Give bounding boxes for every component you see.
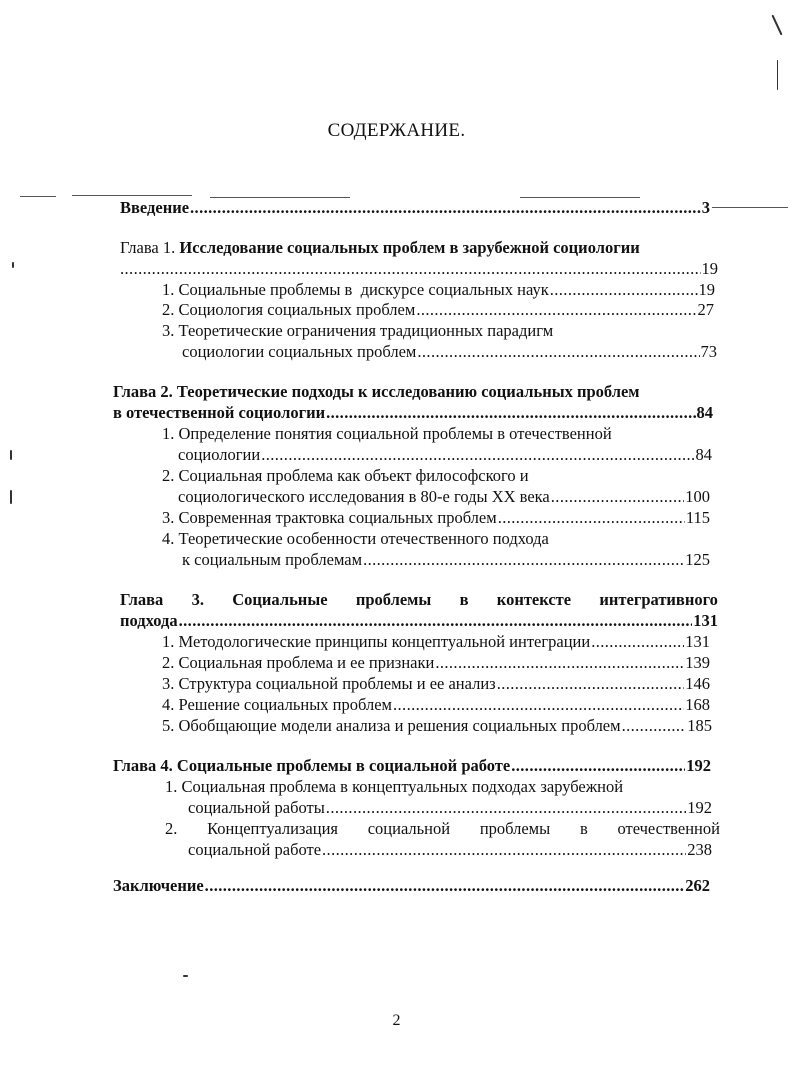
scan-artifact-speck	[12, 262, 14, 268]
toc-entry-page: 73	[700, 342, 717, 361]
toc-entry-page: 168	[685, 695, 710, 714]
toc-entry-page: 146	[685, 674, 710, 693]
dot-leader	[591, 632, 684, 652]
toc-entry-1-3-line1: 3. Теоретические ограничения традиционных парадигм	[162, 321, 554, 340]
chapter-title: Исследование социальных проблем в зарубежной социологии	[179, 238, 640, 257]
toc-entry-4-1-line2	[188, 798, 712, 819]
scan-artifact-rule	[72, 195, 192, 196]
dot-leader	[261, 445, 694, 465]
scan-artifact-speck	[183, 975, 188, 977]
dot-leader	[416, 300, 696, 320]
toc-chapter-2-heading: Глава 2. Теоретические подходы к исследованию социальных проблем	[113, 382, 640, 401]
toc-entry-page: 100	[685, 487, 710, 506]
chapter-title-line2: в отечественной социологии	[113, 403, 326, 422]
toc-entry-page: 192	[687, 798, 712, 817]
dot-leader	[326, 403, 695, 423]
toc-entry-label: 4. Решение социальных проблем	[162, 695, 392, 714]
toc-entry-page: 115	[685, 508, 710, 527]
toc-entry-2-1-line1: 1. Определение понятия социальной проблемы в отечественной	[162, 424, 612, 443]
toc-entry-2-4-line2	[182, 550, 710, 571]
toc-entry-page: 84	[696, 403, 713, 422]
entry-word: отечественной	[617, 819, 720, 838]
toc-entry-1-1	[162, 280, 715, 301]
toc-entry-3-5	[162, 716, 712, 737]
entry-word: Концептуализация	[207, 819, 338, 838]
toc-entry-page: 19	[701, 259, 718, 278]
toc-chapter-3-page-line	[120, 611, 718, 632]
toc-entry-label: Введение	[120, 198, 190, 217]
dot-leader	[205, 876, 685, 896]
toc-entry-page: 131	[693, 611, 718, 630]
toc-entry-3-1	[162, 632, 710, 653]
entry-word: 2.	[165, 819, 178, 838]
chapter-title-line2: подхода	[120, 611, 178, 630]
toc-entry-4-2-line1	[165, 819, 720, 840]
toc-entry-label: социологии	[178, 445, 261, 464]
title-word: проблемы	[355, 590, 432, 609]
toc-entry-label: 3. Структура социальной проблемы и ее анализ	[162, 674, 496, 693]
scan-artifact-speck	[10, 490, 12, 504]
toc-entry-conclusion	[113, 876, 710, 897]
toc-entry-label: 1. Социальные проблемы в дискурсе социальных наук	[162, 280, 549, 299]
toc-entry-3-2	[162, 653, 710, 674]
toc-entry-2-2-line2	[178, 487, 710, 508]
toc-entry-label: социологии социальных проблем	[182, 342, 417, 361]
dot-leader	[120, 259, 701, 279]
toc-entry-label: социальной работы	[188, 798, 325, 817]
toc-chapter-1-page-line	[120, 259, 718, 280]
entry-word: проблемы	[479, 819, 551, 838]
entry-word: в	[579, 819, 588, 838]
title-word: 3.	[191, 590, 204, 609]
toc-entry-page: 3	[701, 198, 710, 217]
toc-entry-3-3	[162, 674, 710, 695]
toc-entry-introduction	[120, 198, 710, 219]
toc-entry-2-2-line1: 2. Социальная проблема как объект философского и	[162, 466, 529, 485]
toc-entry-label: социологического исследования в 80-е годы XX века	[178, 487, 550, 506]
toc-entry-1-2	[162, 300, 714, 321]
toc-entry-4-2-line2	[188, 840, 712, 861]
toc-entry-page: 238	[687, 840, 712, 859]
dot-leader	[511, 756, 685, 776]
toc-entry-label: 1. Методологические принципы концептуальной интеграции	[162, 632, 591, 651]
toc-entry-label: 2. Социальная проблема и ее признаки	[162, 653, 435, 672]
dot-leader	[179, 611, 693, 631]
toc-entry-4-1-line1: 1. Социальная проблема в концептуальных подходах зарубежной	[165, 777, 624, 796]
dot-leader	[435, 653, 684, 673]
scan-artifact-speck	[771, 15, 782, 36]
dot-leader	[551, 487, 684, 507]
dot-leader	[326, 798, 686, 818]
dot-leader	[498, 508, 685, 528]
toc-entry-label: Заключение	[113, 876, 204, 895]
toc-entry-label: 5. Обобщающие модели анализа и решения социальных проблем	[162, 716, 621, 735]
title-word: Глава	[120, 590, 164, 609]
toc-entry-label: 2. Социология социальных проблем	[162, 300, 416, 319]
scan-artifact-speck	[10, 450, 12, 460]
toc-entry-page: 19	[698, 280, 715, 299]
toc-entry-page: 84	[695, 445, 712, 464]
toc-entry-1-3-line2	[182, 342, 717, 363]
title-word: Социальные	[232, 590, 328, 609]
dot-leader	[417, 342, 699, 362]
entry-word: социальной	[367, 819, 451, 838]
dot-leader	[363, 550, 684, 570]
document-title: СОДЕРЖАНИЕ.	[327, 120, 466, 141]
toc-entry-2-3	[162, 508, 710, 529]
dot-leader	[322, 840, 686, 860]
title-word: в	[459, 590, 469, 609]
dot-leader	[393, 695, 684, 715]
toc-entry-3-4	[162, 695, 710, 716]
scan-artifact-rule	[712, 207, 788, 208]
toc-entry-page: 139	[685, 653, 710, 672]
toc-entry-page: 185	[687, 716, 712, 735]
toc-entry-page: 27	[697, 300, 714, 319]
dot-leader	[622, 716, 687, 736]
page-number: 2	[392, 1012, 401, 1029]
title-word: интегративного	[599, 590, 718, 609]
dot-leader	[497, 674, 685, 694]
chapter-prefix: Глава 1.	[120, 238, 180, 257]
toc-chapter-1-heading	[120, 238, 720, 259]
chapter-title: Глава 4. Социальные проблемы в социальной работе	[113, 756, 511, 775]
toc-entry-page: 131	[685, 632, 710, 651]
scan-artifact-speck	[777, 60, 778, 90]
title-word: контексте	[496, 590, 572, 609]
toc-entry-label: к социальным проблемам	[182, 550, 363, 569]
toc-chapter-3-heading	[120, 590, 718, 611]
toc-chapter-2-page-line	[113, 403, 713, 424]
toc-entry-2-4-line1: 4. Теоретические особенности отечественного подхода	[162, 529, 549, 548]
toc-entry-page: 262	[685, 876, 710, 895]
dot-leader	[550, 280, 698, 300]
toc-entry-2-1-line2	[178, 445, 712, 466]
scan-artifact-rule	[20, 196, 56, 197]
dot-leader	[190, 198, 701, 218]
toc-chapter-4-heading	[113, 756, 711, 777]
toc-entry-label: социальной работе	[188, 840, 322, 859]
toc-entry-page: 125	[685, 550, 710, 569]
toc-entry-label: 3. Современная трактовка социальных проблем	[162, 508, 497, 527]
toc-entry-page: 192	[686, 756, 711, 775]
